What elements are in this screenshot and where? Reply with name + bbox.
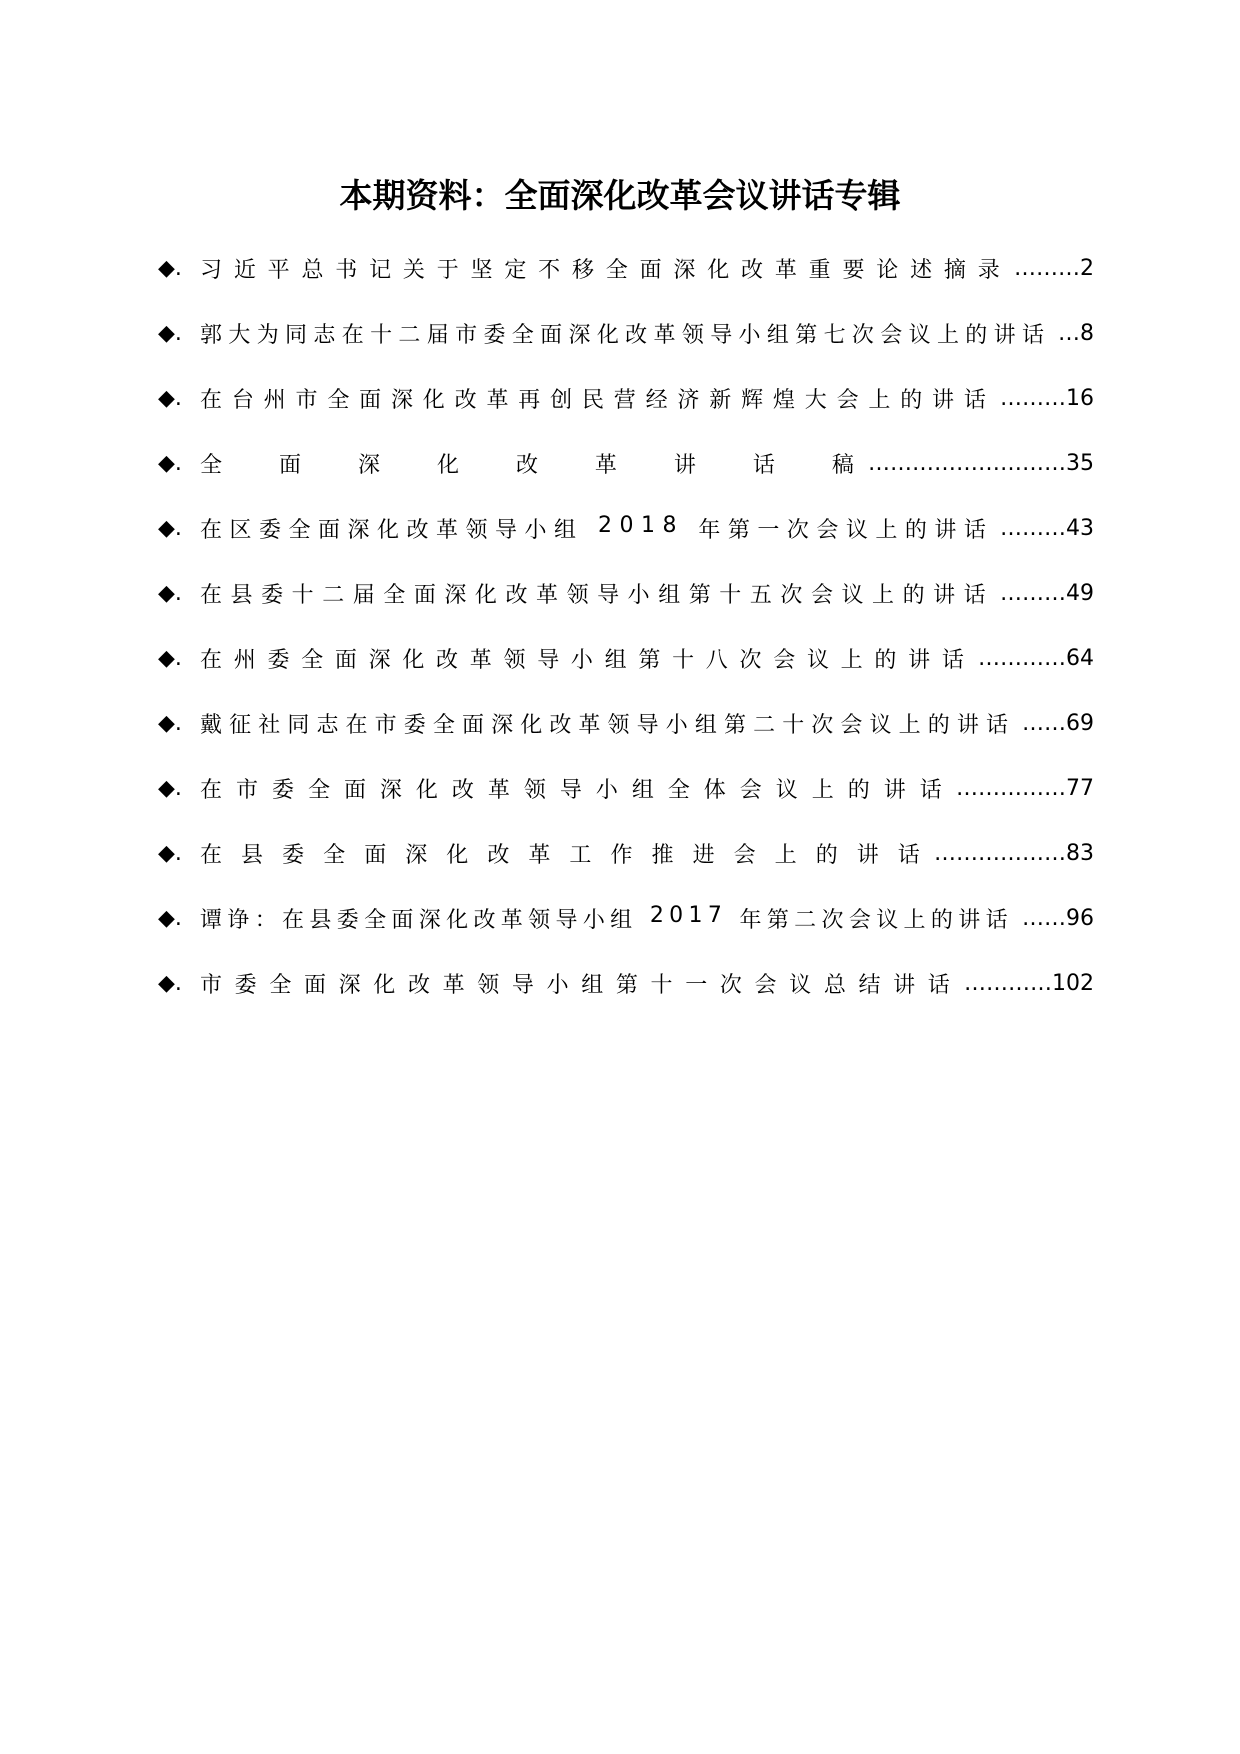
toc-page-number: 96 — [1066, 906, 1094, 931]
toc-entry-text: 在 市 委 全 面 深 化 改 革 领 导 小 组 全 体 会 议 上 的 讲 话 — [200, 778, 942, 803]
diamond-bullet-icon: ◆. — [158, 386, 182, 411]
diamond-bullet-icon: ◆. — [158, 646, 182, 671]
toc-entry — [158, 691, 1094, 756]
toc-entry-text: 在 区 委 全 面 深 化 改 革 领 导 小 组 2 0 1 8 年 第 一 次 会 议 上 的 讲 话 — [200, 513, 986, 543]
toc-entry-text: 郭 大 为 同 志 在 十 二 届 市 委 全 面 深 化 改 革 领 导 小 组 第 七 次 会 议 上 的 讲 话 — [200, 323, 1044, 348]
toc-leader: ………… — [978, 646, 1066, 671]
document-title: 本期资料：全面深化改革会议讲话专辑 — [339, 176, 901, 215]
toc-page-number: 77 — [1066, 776, 1094, 801]
toc-leader: … — [1058, 321, 1080, 346]
toc-page-number: 102 — [1052, 971, 1094, 996]
toc-entry — [158, 496, 1094, 561]
toc-page-number: 43 — [1066, 516, 1094, 541]
toc-leader: ……… — [1000, 581, 1066, 606]
toc-entry — [158, 626, 1094, 691]
diamond-bullet-icon: ◆. — [158, 711, 182, 736]
toc-entry-text: 在 县 委 全 面 深 化 改 革 工 作 推 进 会 上 的 讲 话 — [200, 843, 920, 868]
toc-leader: ……… — [1000, 516, 1066, 541]
toc-entry-text: 在 县 委 十 二 届 全 面 深 化 改 革 领 导 小 组 第 十 五 次 会 议 上 的 讲 话 — [200, 583, 986, 608]
toc-leader: ………… — [964, 971, 1052, 996]
toc-entry-text: 戴 征 社 同 志 在 市 委 全 面 深 化 改 革 领 导 小 组 第 二 十 次 会 议 上 的 讲 话 — [200, 713, 1008, 738]
toc-leader: …… — [1022, 906, 1066, 931]
toc-entry-text: 习 近 平 总 书 记 关 于 坚 定 不 移 全 面 深 化 改 革 重 要 论 述 摘 录 — [200, 258, 1000, 283]
toc-page-number: 49 — [1066, 581, 1094, 606]
diamond-bullet-icon: ◆. — [158, 451, 182, 476]
toc-entry — [158, 236, 1094, 301]
toc-entry — [158, 561, 1094, 626]
toc-leader: ……………………… — [868, 451, 1066, 476]
toc-leader: ……… — [1000, 386, 1066, 411]
toc-leader: ……………… — [934, 841, 1066, 866]
diamond-bullet-icon: ◆. — [158, 971, 182, 996]
toc-entry-text: 全 面 深 化 改 革 讲 话 稿 — [200, 453, 854, 478]
toc-entry — [158, 821, 1094, 886]
toc-page-number: 16 — [1066, 386, 1094, 411]
toc-entry — [158, 756, 1094, 821]
diamond-bullet-icon: ◆. — [158, 321, 182, 346]
toc-entry-text: 市 委 全 面 深 化 改 革 领 导 小 组 第 十 一 次 会 议 总 结 讲 话 — [200, 973, 950, 998]
diamond-bullet-icon: ◆. — [158, 841, 182, 866]
diamond-bullet-icon: ◆. — [158, 776, 182, 801]
toc-leader: …………… — [956, 776, 1066, 801]
toc-page-number: 64 — [1066, 646, 1094, 671]
toc-page-number: 8 — [1080, 321, 1094, 346]
toc-entry — [158, 431, 1094, 496]
toc-leader: …… — [1022, 711, 1066, 736]
toc-entry — [158, 301, 1094, 366]
diamond-bullet-icon: ◆. — [158, 581, 182, 606]
toc-page-number: 83 — [1066, 841, 1094, 866]
toc-entry-text: 谭 诤 ： 在 县 委 全 面 深 化 改 革 领 导 小 组 2 0 1 7 年 第 二 次 会 议 上 的 讲 话 — [200, 903, 1008, 933]
toc-entry — [158, 886, 1094, 951]
diamond-bullet-icon: ◆. — [158, 516, 182, 541]
diamond-bullet-icon: ◆. — [158, 906, 182, 931]
toc-page-number: 2 — [1080, 256, 1094, 281]
toc-entry-text: 在 州 委 全 面 深 化 改 革 领 导 小 组 第 十 八 次 会 议 上 的 讲 话 — [200, 648, 964, 673]
toc-page-number: 69 — [1066, 711, 1094, 736]
toc-entry-text: 在 台 州 市 全 面 深 化 改 革 再 创 民 营 经 济 新 辉 煌 大 会 上 的 讲 话 — [200, 388, 986, 413]
table-of-contents — [158, 236, 1094, 1016]
diamond-bullet-icon: ◆. — [158, 256, 182, 281]
toc-entry — [158, 951, 1094, 1016]
toc-leader: ……… — [1014, 256, 1080, 281]
toc-entry — [158, 366, 1094, 431]
toc-page-number: 35 — [1066, 451, 1094, 476]
